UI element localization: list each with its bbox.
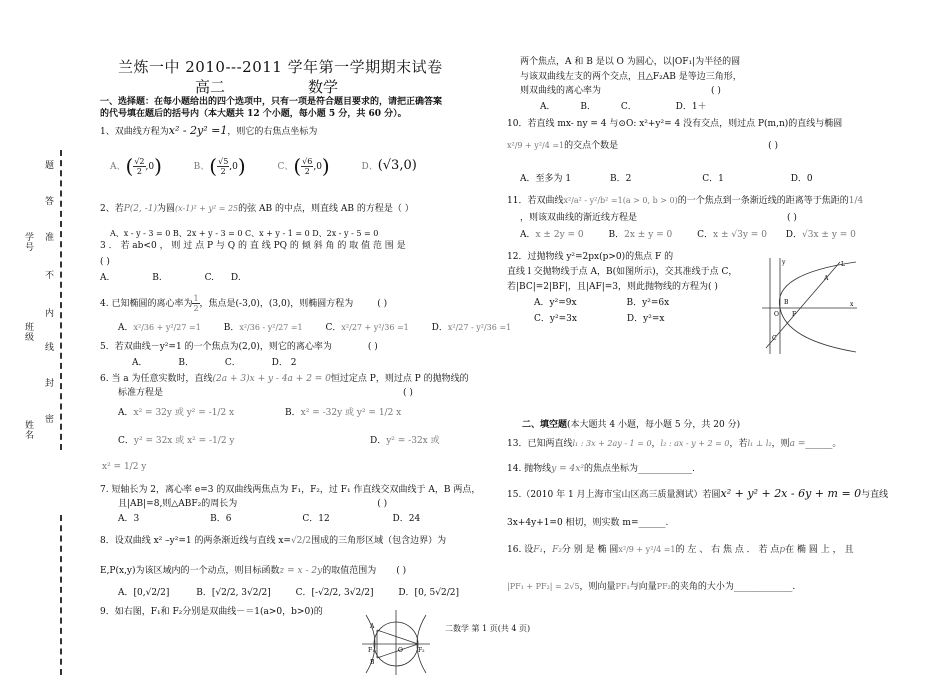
- point-label: F₂: [418, 647, 425, 654]
- q12-figure: [762, 256, 858, 356]
- q1-stem: 1、双曲线方程为x² - 2y² =1，则它的右焦点坐标为: [100, 124, 318, 137]
- q14-stem: 14. 抛物线y = 4x²的焦点坐标为____________.: [507, 464, 695, 474]
- q11-line2: ，则该双曲线的渐近线方程是 ( ): [520, 213, 797, 223]
- q9-line1: 9．如右图，F₁和 F₂分别是双曲线－＝1(a>0，b>0)的: [100, 607, 323, 617]
- q6-stem-c: 标准方程是 ( ): [118, 388, 413, 398]
- q6-option-c: C．y² = 32x 或 x² = -1/2 y: [118, 436, 235, 446]
- q12-options-ab: A．y²=9x B．y²=6x: [534, 298, 670, 308]
- point-label: O: [398, 647, 403, 654]
- section2-heading: 二、填空题(本大题共 4 小题，每小题 5 分，共 20 分): [522, 420, 741, 430]
- q16-stem: 16. 设F₁，F₂分 别 是 椭 圆x²/9 + y²/4 =1的 左 、 右 焦 点 ． 若 点p在 椭 圆 上 ， 且: [507, 545, 854, 555]
- q15-stem: 15.（2010 年 1 月上海市宝山区高三质量测试）若圆x² + y² + 2x - 6y + m = 0与直线: [507, 487, 889, 500]
- subject-label: 数学: [308, 78, 339, 96]
- q6-stem: 6. 当 a 为任意实数时，直线(2a + 3)x + y - 4a + 2 = 0恒过定点 P，则过点 P 的抛物线的: [100, 374, 469, 384]
- seal-char: 题: [43, 160, 53, 170]
- q3-line1: 3 ． 若 ab<0 ， 则 过 点 P 与 Q 的 直 线 PQ 的 倾 斜 角 的 取 值 范 围 是: [100, 241, 406, 251]
- q7-line1: 7. 短轴长为 2，离心率 e=3 的双曲线两焦点为 F₁，F₂，过 F₁ 作直线交双曲线于 A，B 两点，: [100, 485, 481, 495]
- q1-options: A、( $\frac{√2}{2}$ ,0) B、( $\frac{√5}{2}$ ,0) C、( $\frac{√6}{2}$ ,0) D、(√3,0): [110, 154, 417, 178]
- point-label: A: [824, 275, 829, 282]
- seal-char: 内: [43, 308, 53, 318]
- seal-char: 密: [43, 414, 53, 424]
- point-label: B: [784, 299, 789, 306]
- q8-options: A．[0,√2/2] B．[√2/2, 3√2/2] C．[-√2/2, 3√2/2] D．[0, 5√2/2]: [118, 588, 459, 598]
- q9-cont2: 与该双曲线左支的两个交点，且△F₂AB 是等边三角形，: [520, 72, 742, 82]
- q2-stem: 2、若P(2, -1)为圆(x-1)² + y² = 25的弦 AB 的中点，则直线 AB 的方程是（ ）: [100, 204, 414, 214]
- seal-line-upper: [60, 150, 62, 450]
- line-l: [766, 262, 840, 348]
- q8-line2: E,P(x,y)为该区域内的一个动点，则目标函数z = x - 2y的取值范围为 ( ): [100, 566, 407, 576]
- grade-label: 高二: [195, 78, 226, 96]
- q9-cont3: 则双曲线的离心率为 ( ): [520, 86, 721, 96]
- section1-heading-2: 的代号填在题后的括号内（本大题共 12 个小题，每小题 5 分，共 60 分）。: [100, 109, 407, 119]
- q2-options: A、x - y - 3 = 0 B、2x + y - 3 = 0 C、x + y - 1 = 0 D、2x - y - 5 = 0: [110, 229, 379, 238]
- q10-options: A．至多为 1 B．2 C．1 D．0: [520, 174, 813, 184]
- q6-option-b: B．x² = -32y 或 y² = 1/2 x: [285, 408, 402, 418]
- q10-line2: x²/9 + y²/4 =1的交点个数是 ( ): [507, 141, 779, 151]
- q12-line1: 12．过抛物线 y²=2px(p>0)的焦点 F 的: [507, 252, 674, 262]
- seal-line-lower: [60, 515, 62, 675]
- line-label: L: [841, 261, 845, 268]
- triangle-edge: [377, 630, 418, 644]
- q9-cont1: 两个焦点，A 和 B 是以 O 为圆心，以|OF₁|为半径的圆: [520, 57, 741, 67]
- point-label: A: [370, 623, 375, 630]
- q12-line3: 若|BC|=2|BF|，且|AF|=3，则此抛物线的方程为( ): [507, 282, 718, 292]
- q16-line2: |PF₁ + PF₂| = 2√5，则向量PF₁与向量PF₂的夹角的大小为_____________.: [507, 582, 796, 592]
- q5-options: A． B． C． D． 2: [132, 358, 297, 368]
- parabola: [779, 262, 856, 352]
- name-label: 姓名: [23, 420, 33, 440]
- student-id-label: 学号: [23, 232, 33, 252]
- page-footer: 二数学 第 1 页(共 4 页): [445, 624, 531, 633]
- q5-stem: 5．若双曲线－y²=1 的一个焦点为(2,0)，则它的离心率为 ( ): [100, 342, 378, 352]
- axis-label: y: [782, 259, 786, 266]
- q8-line1: 8．设双曲线 x² –y²=1 的两条渐近线与直线 x=√2/2围成的三角形区域（包含边界）为: [100, 536, 447, 546]
- q9-options: A． B． C． D．1＋: [540, 102, 707, 112]
- point-label: F₁: [368, 647, 375, 654]
- section1-heading: 一、选择题：在每小题给出的四个选项中，只有一项是符合题目要求的，请把正确答案: [100, 97, 443, 107]
- q9-figure: [362, 610, 430, 675]
- q6-option-a: A．x² = 32y 或 y² = -1/2 x: [118, 408, 235, 418]
- q11-line1: 11．若双曲线x²/a² - y²/b² =1(a > 0, b > 0)的一个焦点到一条渐近线的距离等于焦距的1/4: [507, 196, 864, 206]
- q7-options: A．3 B．6 C．12 D．24: [118, 514, 421, 524]
- q4-options: A．x²/36 + y²/27 =1 B．x²/36 - y²/27 =1 C．x²/27 + y²/36 =1 D．x²/27 - y²/36 =1: [118, 323, 512, 333]
- point-label: O: [774, 311, 779, 318]
- q7-line2: 且|AB|=8,则△ABF₂的周长为 ( ): [118, 499, 388, 509]
- q12-options-cd: C．y²=3x D．y²=x: [534, 314, 665, 324]
- axis-label: x: [850, 301, 854, 308]
- point-label: F: [792, 311, 797, 318]
- q11-options: A．x ± 2y = 0 B．2x ± y = 0 C．x ± √3y = 0 D．√3x ± y = 0: [520, 230, 856, 240]
- q3-options: A. B. C. D.: [100, 273, 241, 283]
- q4-stem: 4. 已知椭圆的离心率为 $\frac{1}{2}$ ，焦点是(-3,0)，(3,0)，则椭圆方程为 ( ): [100, 294, 388, 313]
- point-label: B: [370, 659, 375, 666]
- q6-option-d-tail: x² = 1/2 y: [102, 462, 147, 472]
- q3-line2: ( ): [100, 257, 110, 267]
- q12-line2: 直线 l 交抛物线于点 A，B(如图所示)，交其准线于点 C，: [507, 267, 738, 277]
- class-label: 班级: [23, 322, 33, 342]
- q13-stem: 13．已知两直线l₁ : 3x + 2ay - 1 = 0，l₂ : ax - y + 2 = 0，若l₁ ⊥ l₂，则a =______。: [507, 439, 842, 449]
- seal-char: 答: [43, 196, 53, 206]
- q15-line2: 3x+4y+1=0 相切，则实数 m=______.: [507, 518, 669, 528]
- seal-char: 线: [43, 342, 53, 352]
- seal-char: 不: [43, 270, 53, 280]
- seal-char: 准: [43, 232, 53, 242]
- seal-char: 封: [43, 378, 53, 388]
- point-label: C: [772, 335, 777, 342]
- q6-option-d: D．y² = -32x 或: [370, 436, 440, 446]
- q10-line1: 10．若直线 mx- ny = 4 与⊙O: x²+y²= 4 没有交点，则过点 P(m,n)的直线与椭圆: [507, 119, 843, 129]
- page-title: 兰炼一中 2010---2011 学年第一学期期末试卷: [118, 58, 443, 76]
